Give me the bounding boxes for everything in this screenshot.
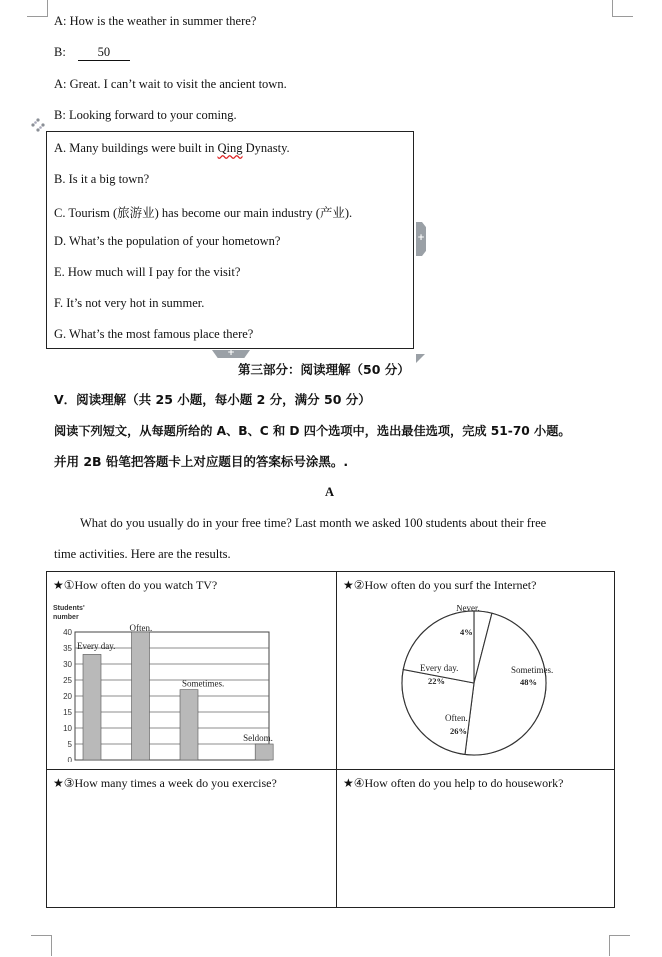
- question-3: ★③How many times a week do you exercise?: [53, 776, 277, 790]
- dialogue-line: A: How is the weather in summer there?: [54, 14, 257, 28]
- option-f: F. It’s not very hot in summer.: [54, 296, 205, 310]
- section-heading: V．阅读理解（共 25 小题，每小题 2 分，满分 50 分）: [54, 392, 371, 407]
- passage-label: A: [325, 485, 335, 499]
- part-title: 第三部分：阅读理解（50 分）: [238, 362, 410, 377]
- pie-label: Sometimes.: [511, 665, 554, 675]
- table-cell-q3: [47, 770, 337, 907]
- y-axis-label: number: [53, 614, 79, 621]
- tv-bar-chart: [51, 602, 291, 762]
- dialogue-line: A: Great. I can’t wait to visit the ancient town.: [54, 77, 287, 91]
- y-tick-label: 35: [63, 644, 72, 653]
- question-4: ★④How often do you help to do housework?: [343, 776, 564, 790]
- table-cell-q2: [337, 572, 614, 770]
- bar: [180, 690, 198, 760]
- corner-mark-bottom-right: [609, 935, 630, 956]
- pie-percent-label: 48%: [520, 677, 537, 687]
- bar: [255, 744, 273, 760]
- pie-label: Every day.: [420, 663, 459, 673]
- option-c: C. Tourism (旅游业) has become our main industry (产业).: [54, 206, 353, 220]
- option-a: A. Many buildings were built in Qing Dynasty.: [54, 141, 290, 155]
- pie-percent-label: 26%: [450, 726, 467, 736]
- dialogue-line-blank: B: 50: [54, 45, 130, 61]
- question-1: ★①How often do you watch TV?: [53, 578, 218, 592]
- option-b: B. Is it a big town?: [54, 172, 150, 186]
- corner-mark-top-left: [27, 0, 48, 17]
- pie-percent-label: 22%: [428, 676, 445, 686]
- options-box[interactable]: [46, 131, 414, 349]
- pie-percent-label: 4%: [460, 627, 473, 637]
- add-icon[interactable]: +: [417, 233, 425, 243]
- resize-corner-icon[interactable]: [416, 350, 425, 359]
- bar-label: Seldom.: [243, 733, 273, 743]
- y-axis-label: Students': [53, 605, 85, 612]
- y-tick-label: 20: [63, 692, 72, 701]
- y-tick-label: 15: [63, 708, 72, 717]
- instruction-line: 并用 2B 铅笔把答题卡上对应题目的答案标号涂黑。.: [54, 454, 349, 469]
- corner-mark-bottom-left: [31, 935, 52, 956]
- y-tick-label: 25: [63, 676, 72, 685]
- internet-pie-chart: [398, 605, 558, 765]
- y-tick-label: 40: [63, 628, 72, 637]
- bar: [132, 632, 150, 760]
- pie-label: Often.: [445, 713, 468, 723]
- bar-label: Often.: [129, 623, 153, 633]
- instruction-line: 阅读下列短文，从每题所给的 A、B、C 和 D 四个选项中，选出最佳选项，完成 51-70 小题。: [54, 424, 571, 438]
- dialogue-line: B: Looking forward to your coming.: [54, 108, 237, 122]
- passage-text: time activities. Here are the results.: [54, 547, 231, 561]
- question-2: ★②How often do you surf the Internet?: [343, 578, 537, 592]
- option-d: D. What’s the population of your hometown?: [54, 234, 281, 248]
- answer-blank: 50: [78, 45, 130, 61]
- survey-table: [46, 571, 615, 908]
- bar: [83, 654, 101, 760]
- passage-text: What do you usually do in your free time? Last month we asked 100 students about their free: [80, 516, 547, 530]
- y-tick-label: 5: [67, 740, 72, 749]
- table-cell-q4: [337, 770, 614, 907]
- bar-label: Every day.: [77, 641, 116, 651]
- y-tick-label: 0: [67, 756, 72, 762]
- move-handle-icon[interactable]: [31, 118, 45, 132]
- option-g: G. What’s the most famous place there?: [54, 327, 254, 341]
- y-tick-label: 10: [63, 724, 72, 733]
- corner-mark-top-right: [612, 0, 633, 17]
- add-icon[interactable]: +: [227, 348, 235, 358]
- pie-label: Never.: [456, 605, 480, 613]
- option-e: E. How much will I pay for the visit?: [54, 265, 241, 279]
- table-cell-q1: [47, 572, 337, 770]
- y-tick-label: 30: [63, 660, 72, 669]
- bar-label: Sometimes.: [182, 678, 225, 689]
